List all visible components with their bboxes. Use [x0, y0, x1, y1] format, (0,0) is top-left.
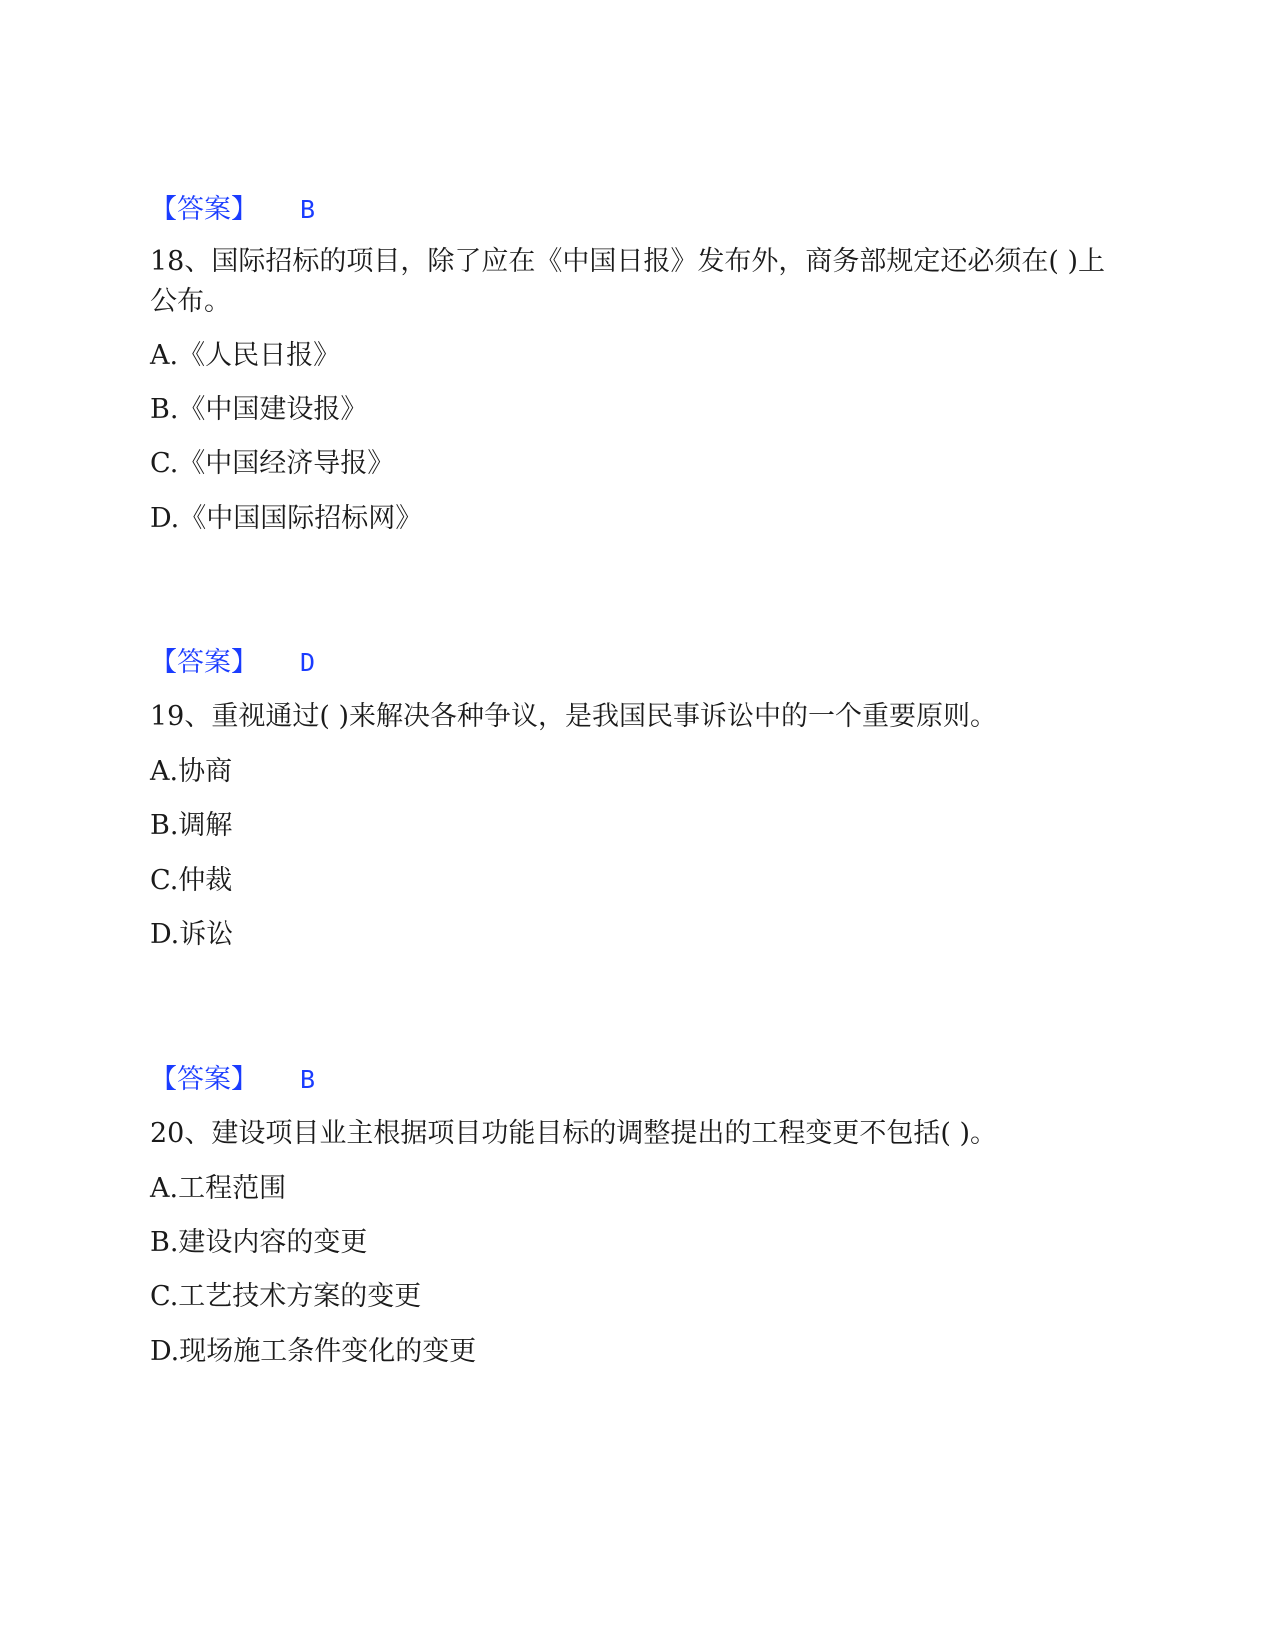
- option-b: B.调解: [150, 810, 233, 841]
- option-a: A.工程范围: [150, 1173, 287, 1204]
- option-c: C.仲裁: [150, 865, 233, 896]
- question-text: 20、建设项目业主根据项目功能目标的调整提出的工程变更不包括( )。: [150, 1118, 998, 1149]
- answer-value: B: [300, 1065, 316, 1094]
- option-c: C.《中国经济导报》: [150, 448, 395, 479]
- answer-line: [150, 1060, 315, 1100]
- answer-value: D: [300, 648, 316, 677]
- option-d: D.《中国国际招标网》: [150, 503, 423, 534]
- question-text: 19、重视通过( )来解决各种争议，是我国民事诉讼中的一个重要原则。: [150, 701, 998, 732]
- answer-line: [150, 643, 315, 683]
- answer-label: 【答案】: [150, 194, 258, 225]
- option-c: C.工艺技术方案的变更: [150, 1281, 422, 1312]
- answer-label: 【答案】: [150, 647, 258, 678]
- option-d: D.现场施工条件变化的变更: [150, 1336, 477, 1367]
- option-b: B.《中国建设报》: [150, 394, 368, 425]
- option-b: B.建设内容的变更: [150, 1227, 368, 1258]
- answer-value: B: [300, 195, 316, 224]
- answer-label: 【答案】: [150, 1064, 258, 1095]
- option-a: A.协商: [150, 756, 233, 787]
- question-text: 18、国际招标的项目，除了应在《中国日报》发布外，商务部规定还必须在( )上公布。: [150, 246, 1106, 317]
- answer-line: [150, 190, 315, 230]
- option-a: A.《人民日报》: [150, 340, 341, 371]
- option-d: D.诉讼: [150, 919, 234, 950]
